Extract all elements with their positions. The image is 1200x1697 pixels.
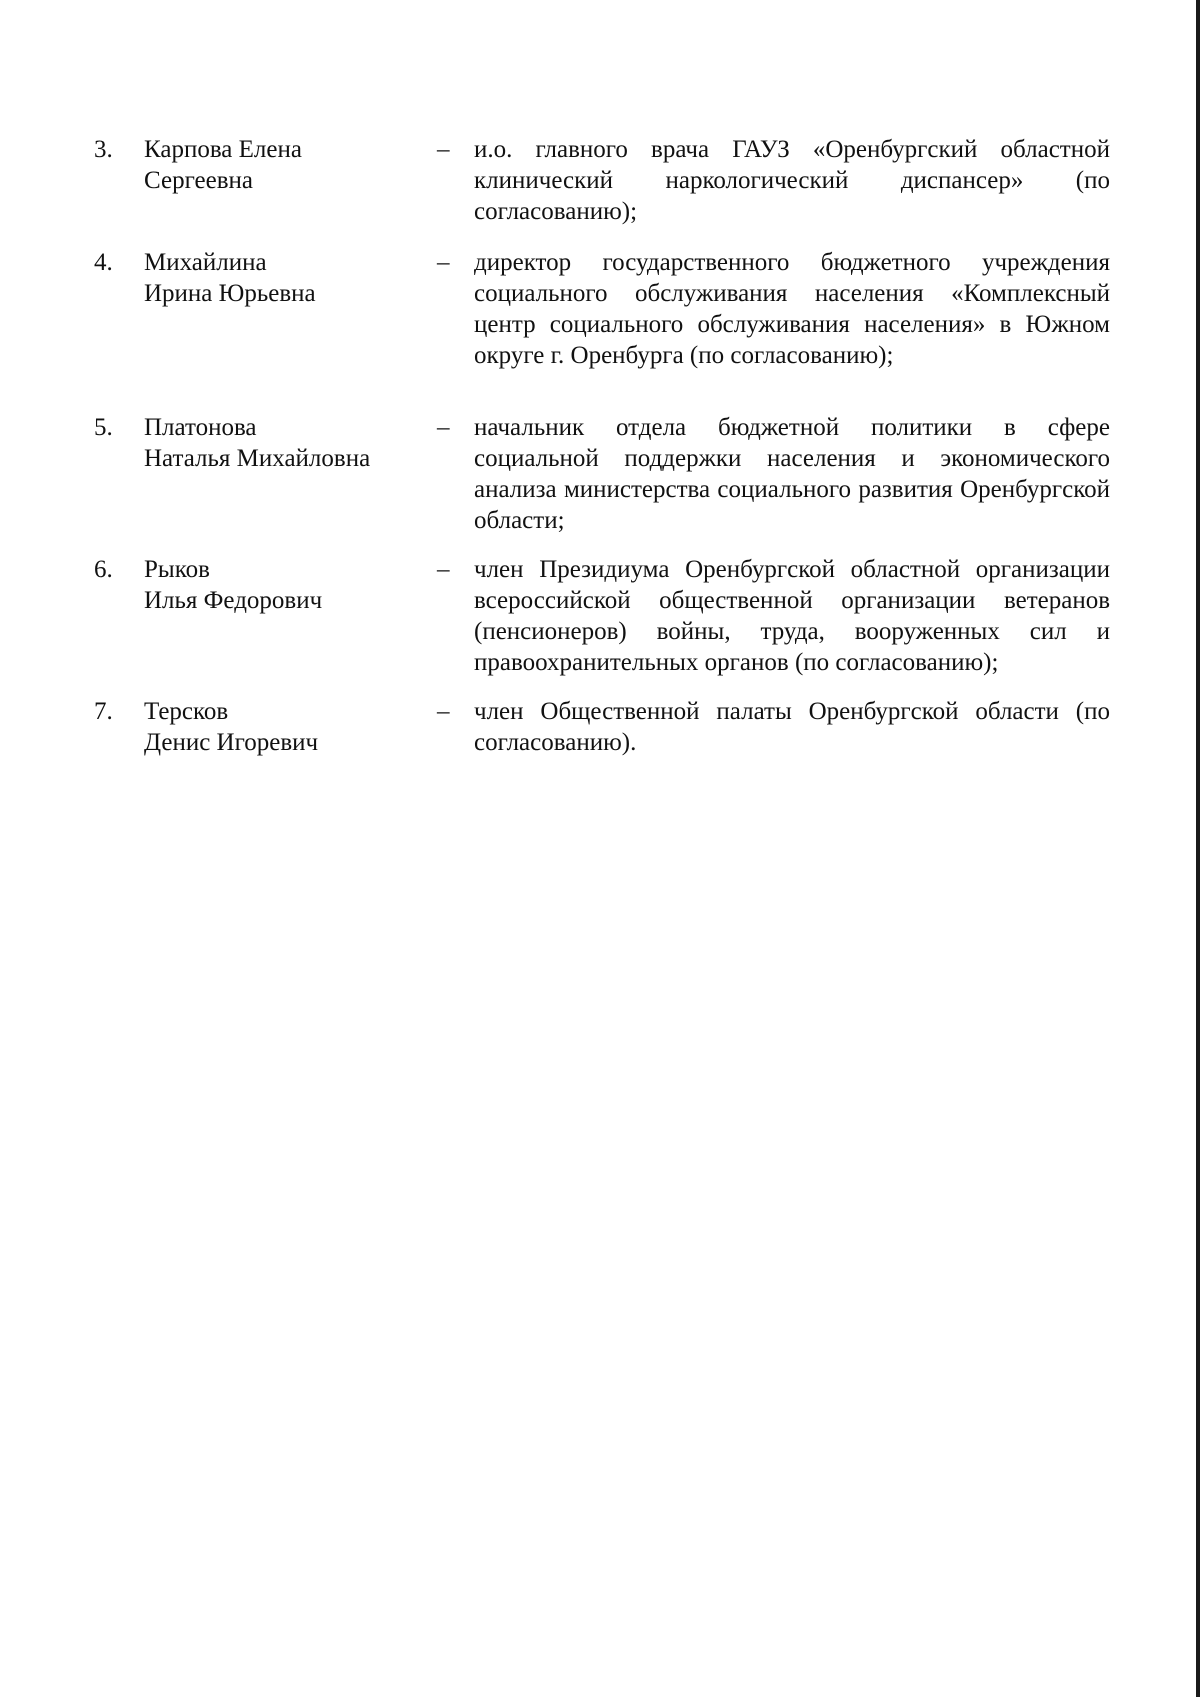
member-name <box>144 554 414 616</box>
member-name-line2: Денис Игоревич <box>144 729 319 756</box>
member-dash: – <box>437 136 450 163</box>
member-position: член Общественной палаты Оренбургской области (по согласованию). <box>474 698 1110 756</box>
member-name-line2: Ирина Юрьевна <box>144 280 316 307</box>
member-name-line1: Михайлина <box>144 249 267 276</box>
member-name <box>144 134 414 196</box>
member-name <box>144 247 414 309</box>
member-name-line1: Терсков <box>144 698 229 725</box>
member-name-line2: Сергеевна <box>144 167 253 194</box>
member-name <box>144 696 414 758</box>
member-position: и.о. главного врача ГАУЗ «Оренбургский областной клинический наркологический диспансер» (по согласованию); <box>474 136 1110 225</box>
member-number: 7. <box>94 698 113 725</box>
member-dash: – <box>437 556 450 583</box>
member-name-line1: Рыков <box>144 556 210 583</box>
member-number: 6. <box>94 556 113 583</box>
member-position: начальник отдела бюджетной политики в сфере социальной поддержки населения и экономического анализа министерства социального развития Оренбургской области; <box>474 414 1110 534</box>
member-dash: – <box>437 249 450 276</box>
member-position: директор государственного бюджетного учреждения социального обслуживания населения «Комплексный центр социального обслуживания населения» в Южном округе г. Оренбурга (по согласованию); <box>474 249 1110 369</box>
member-name-line2: Наталья Михайловна <box>144 445 371 472</box>
member-name-line1: Карпова Елена <box>144 136 302 163</box>
member-number: 3. <box>94 136 113 163</box>
scan-edge-border <box>1196 0 1200 1697</box>
member-number: 4. <box>94 249 113 276</box>
member-number: 5. <box>94 414 113 441</box>
member-name-line2: Илья Федорович <box>144 587 323 614</box>
member-position: член Президиума Оренбургской областной организации всероссийской общественной организации ветеранов (пенсионеров) войны, труда, вооруженных сил и правоохранительных органов (по согласованию); <box>474 556 1110 676</box>
member-name-line1: Платонова <box>144 414 257 441</box>
member-dash: – <box>437 414 450 441</box>
member-name <box>144 412 414 474</box>
member-dash: – <box>437 698 450 725</box>
